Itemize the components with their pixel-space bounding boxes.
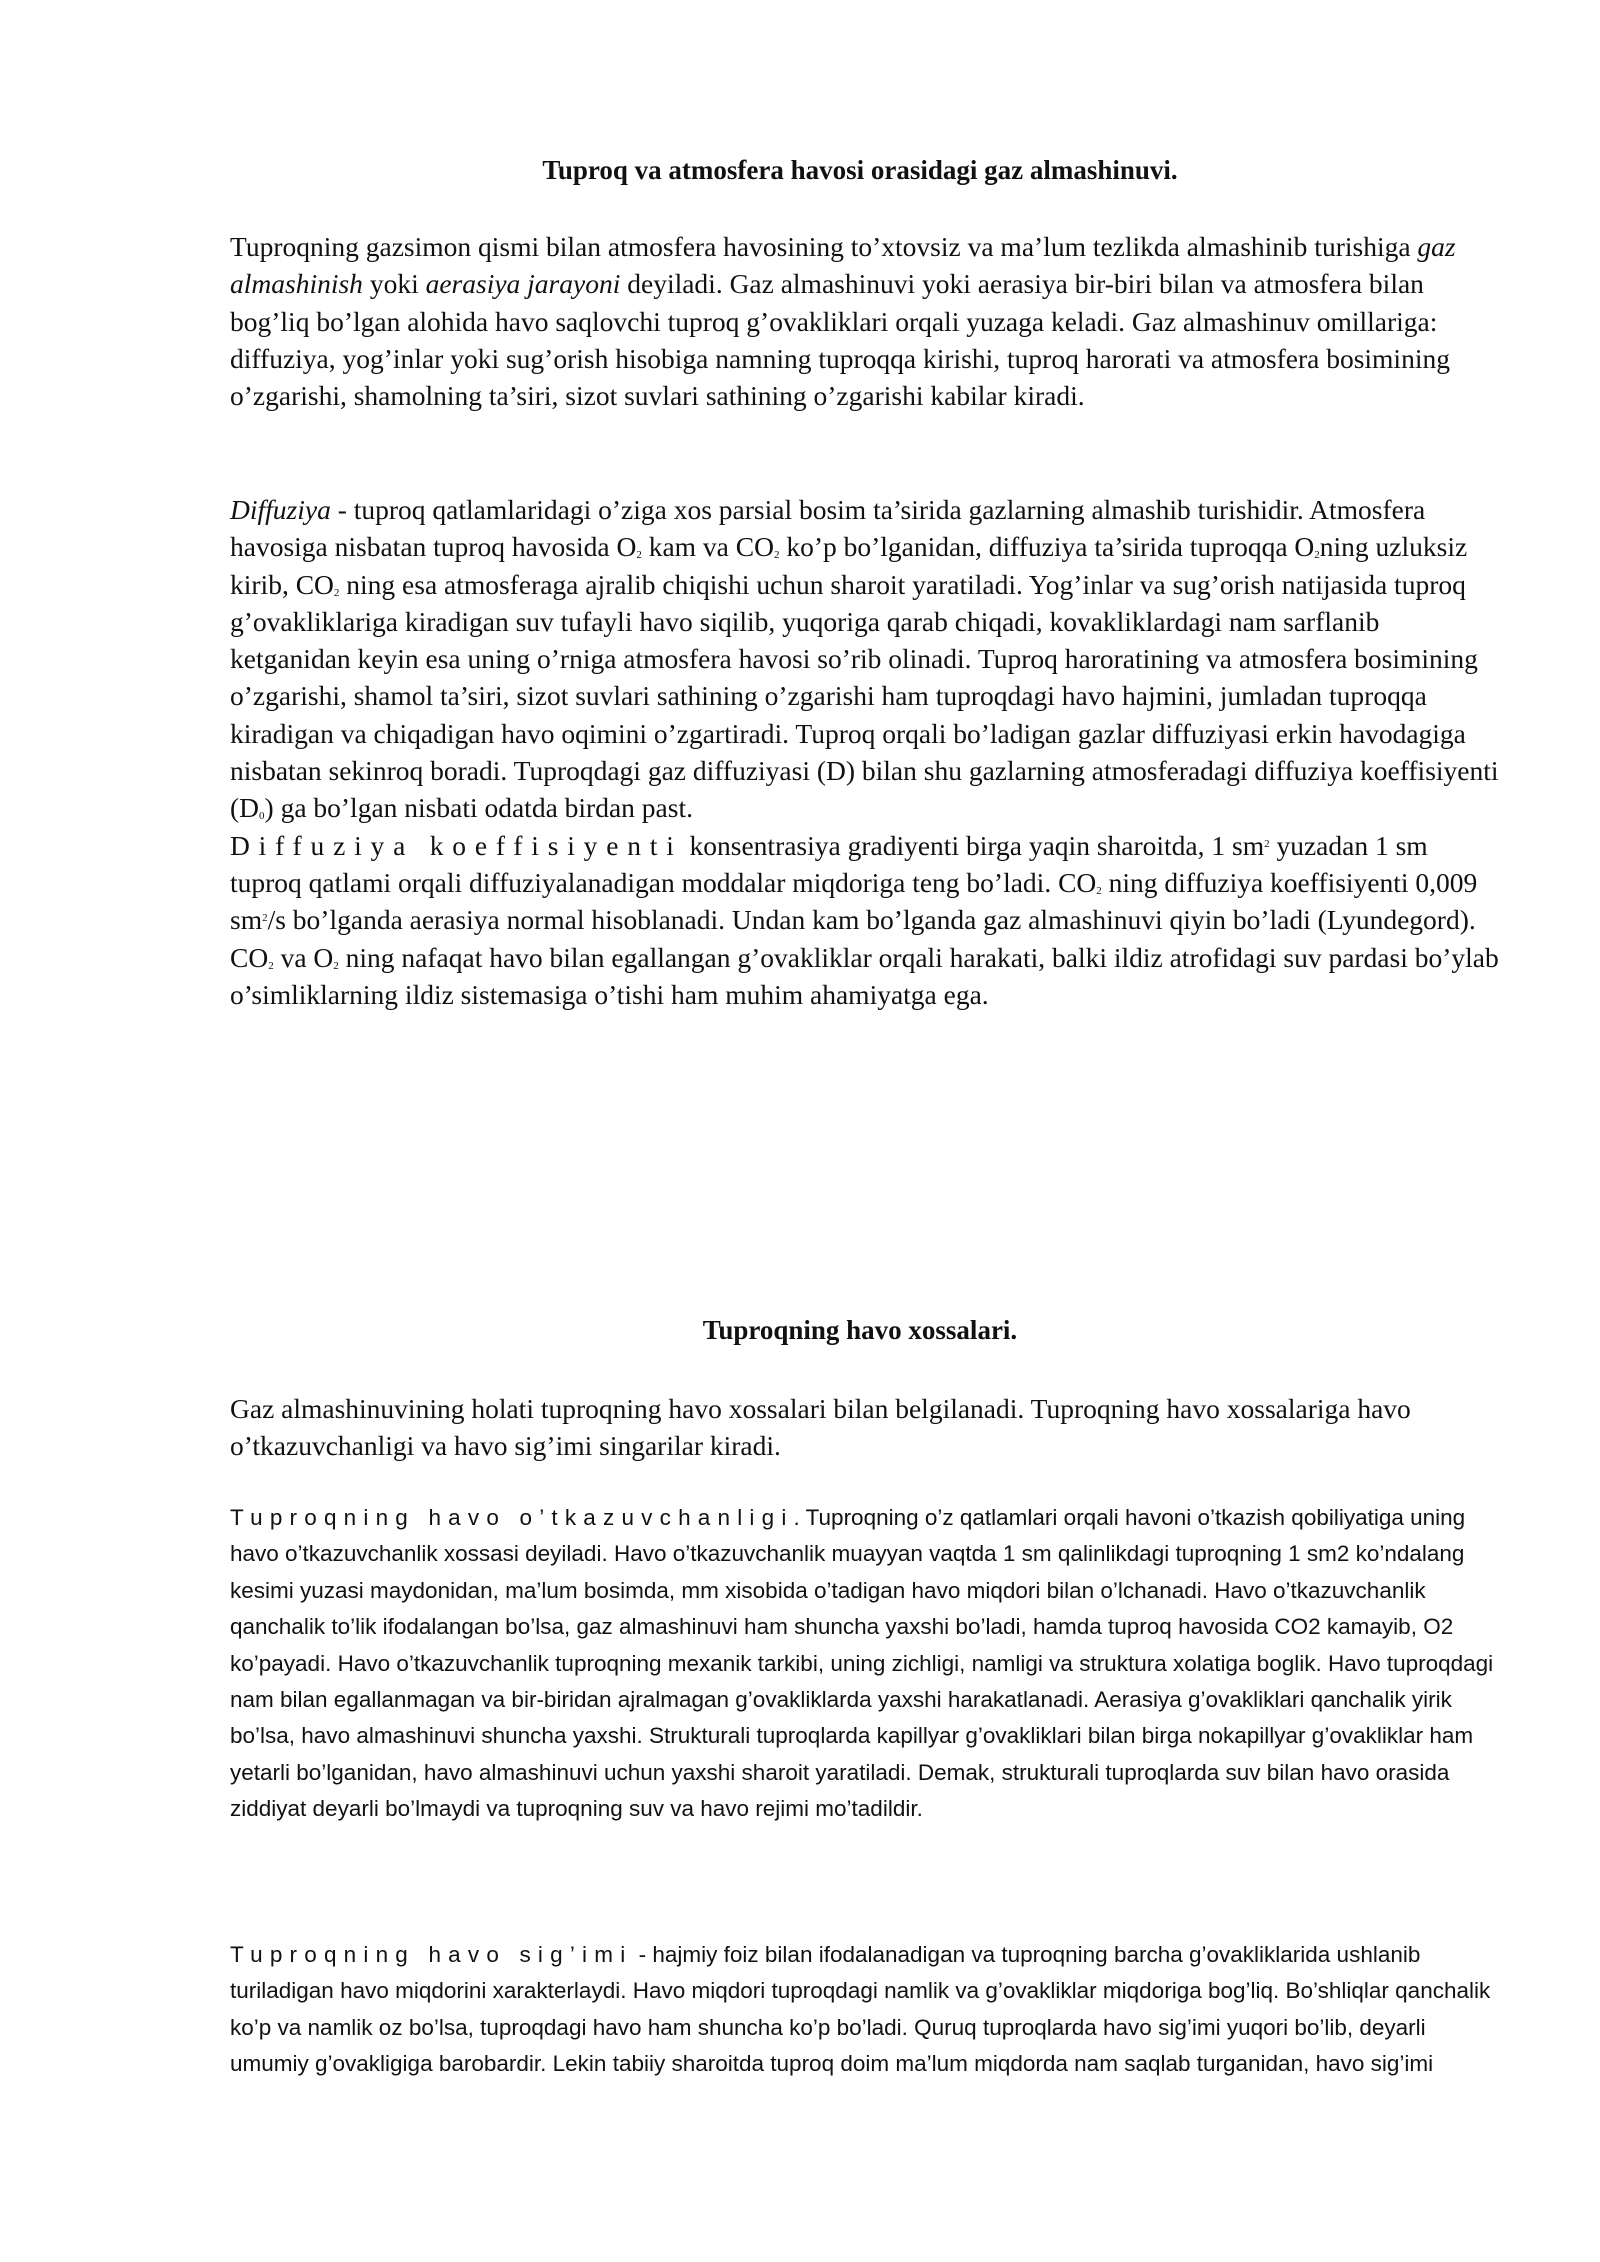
text-run: ) ga bo’lgan nisbati odatda birdan past.: [264, 792, 693, 824]
text-run: konsentrasiya gradiyenti birga yaqin sharoitda, 1 sm: [682, 829, 1265, 861]
section-title-air-properties: Tuproqning havo xossalari.: [702, 1315, 1018, 1345]
subscript: 2: [1096, 884, 1102, 897]
subscript: 2: [636, 549, 642, 562]
italic-term: gaz almashinish: [230, 231, 1456, 300]
subscript: 2: [1314, 549, 1320, 562]
paragraph-air-properties-intro: Gaz almashinuvining holati tuproqning havo xossalari bilan belgilanadi. Tuproqning havo xossalariga havo o’tkazuvchanligi va havo sig’imi singarilar kiradi.: [230, 1393, 1411, 1462]
text-run: Tuproqning gazsimon qismi bilan atmosfera havosining to’xtovsiz va ma’lum tezlikda almashinib turishiga: [230, 231, 1418, 262]
spaced-term: Tuproqning havo sig’imi: [230, 1942, 633, 1967]
text-run: yoki: [362, 268, 426, 300]
text-run: /s bo’lganda aerasiya normal hisoblanadi. Undan kam bo’lganda gaz almashinuvi qiyin bo’ladi (Lyundegord). CO: [230, 904, 1476, 973]
subscript: 2: [333, 586, 340, 599]
paragraph-air-capacity: [230, 1937, 1500, 2083]
paragraph-air-permeability: [230, 1500, 1500, 1828]
text-run: ning esa atmosferaga ajralib chiqishi uchun sharoit yaratiladi. Yog’inlar va sug’orish natijasida tuproq g’ovakliklariga kiradigan suv tufayli havo siqilib, yuqoriga qarab chiqadi, kovakliklardagi nam sarflanib ketganidan keyin esa uning o’rniga atmosfera havosi so’rib olinadi. Tuproq haroratining va atmosfera bosimining o’zgarishi, shamol ta’siri, sizot suvlari sathining o’zgarishi ham tuproqdagi havo hajmini, jumladan tuproqqa kiradigan va chiqadigan havo oqimini o’zgartiradi. Tuproq orqali bo’ladigan gazlar diffuziyasi erkin havodagiga nisbatan sekinroq boradi. Tuproqdagi gaz diffuziyasi (D) bilan shu gazlarning atmosferadagi diffuziya koeffisiyenti (D: [230, 568, 1499, 824]
spaced-term: Tuproqning havo o’tkazuvchanligi: [230, 1505, 794, 1530]
italic-term: aerasiya jarayoni: [425, 268, 621, 300]
text-run: ko’p bo’lganidan, diffuziya ta’sirida tuproqqa O: [779, 531, 1315, 563]
subscript: 2: [333, 959, 339, 972]
subscript: 0: [259, 810, 265, 823]
superscript: 2: [262, 912, 268, 925]
section-title-gas-exchange: Tuproq va atmosfera havosi orasidagi gaz almashinuvi.: [542, 155, 1178, 185]
text-run: - tuproq qatlamlaridagi o’ziga xos parsial bosim ta’sirida gazlarning almashib turishidir. Atmosfera havosiga nisbatan tuproq havosida O: [230, 494, 1426, 563]
superscript: 2: [1264, 837, 1270, 850]
text-run: deyiladi. Gaz almashinuvi yoki aerasiya bir-biri bilan va atmosfera bilan bog’liq bo’lgan alohida havo saqlovchi tuproq g’ovakliklari orqali yuzaga keladi. Gaz almashinuv omillariga: diffuziya, yog’inlar yoki sug’orish hisobiga namning tuproqqa kirishi, tuproq harorati va atmosfera bosimining o’zgarishi, shamolning ta’siri, sizot suvlari sathining o’zgarishi kabilar kiradi.: [230, 268, 1450, 412]
spaced-term: Diffuziya koeffisiyenti: [230, 829, 683, 861]
subscript: 2: [773, 549, 780, 562]
text-run: ning nafaqat havo bilan egallangan g’ovakliklar orqali harakati, balki ildiz atrofidagi suv pardasi bo’ylab o’simliklarning ildiz sistemasiga o’tishi ham muhim ahamiyatga ega.: [230, 941, 1499, 1010]
text-run: ning diffuziya koeffisiyenti 0,009 sm: [230, 866, 1478, 936]
text-run: yuzadan 1 sm tuproq qatlami orqali diffuziyalanadigan moddalar miqdoriga teng bo’ladi. CO: [230, 829, 1428, 898]
paragraph-diffusion: [230, 491, 1500, 1013]
italic-term: Diffuziya: [230, 494, 331, 525]
text-run: - hajmiy foiz bilan ifodalanadigan va tuproqning barcha g’ovakliklarida ushlanib turiladigan havo miqdorini xarakterlaydi. Havo miqdori tuproqdagi namlik va g’ovakliklar miqdoriga bog’liq. Bo’shliqlar qanchalik ko’p va namlik oz bo’lsa, tuproqdagi havo ham shuncha ko’p bo’ladi. Quruq tuproqlarda havo sig’imi yuqori bo’lib, deyarli umumiy g’ovakligiga barobardir. Lekin tabiiy sharoitda tuproq doim ma’lum miqdorda nam saqlab turganidan, havo sig’imi: [230, 1942, 1491, 2077]
text-run: ning uzluksiz kirib, CO: [230, 531, 1468, 600]
subscript: 2: [268, 959, 274, 972]
text-run: . Tuproqning o’z qatlamlari orqali havoni o’tkazish qobiliyatiga uning havo o’tkazuvchanlik xossasi deyiladi. Havo o’tkazuvchanlik muayyan vaqtda 1 sm qalinlikdagi tuproqning 1 sm2 ko’ndalang kesimi yuzasi maydonidan, ma’lum bosimda, mm xisobida o’tadigan havo miqdori bilan o’lchanadi. Havo o’tkazuvchanlik qanchalik to’lik ifodalangan bo’lsa, gaz almashinuvi ham shuncha yaxshi bo’ladi, hamda tuproq havosida CO2 kamayib, O2 ko’payadi. Havo o’tkazuvchanlik tuproqning mexanik tarkibi, uning zichligi, namligi va struktura xolatiga boglik. Havo tuproqdagi nam bilan egallanmagan va bir-biridan ajralmagan g’ovakliklarda yaxshi harakatlanadi. Aerasiya g’ovakliklari qanchalik yirik bo’lsa, havo almashinuvi shuncha yaxshi. Strukturali tuproqlarda kapillyar g’ovakliklari bilan birga nokapillyar g’ovakliklar ham yetarli bo’lganidan, havo almashinuvi uchun yaxshi sharoit yaratiladi. Demak, strukturali tuproqlarda suv bilan havo orasida ziddiyat deyarli bo’lmaydi va tuproqning suv va havo rejimi mo’tadildir.: [230, 1505, 1494, 1822]
text-run: va O: [273, 941, 334, 973]
text-run: kam va CO: [641, 531, 774, 563]
paragraph-gas-exchange-intro: [230, 228, 1500, 414]
